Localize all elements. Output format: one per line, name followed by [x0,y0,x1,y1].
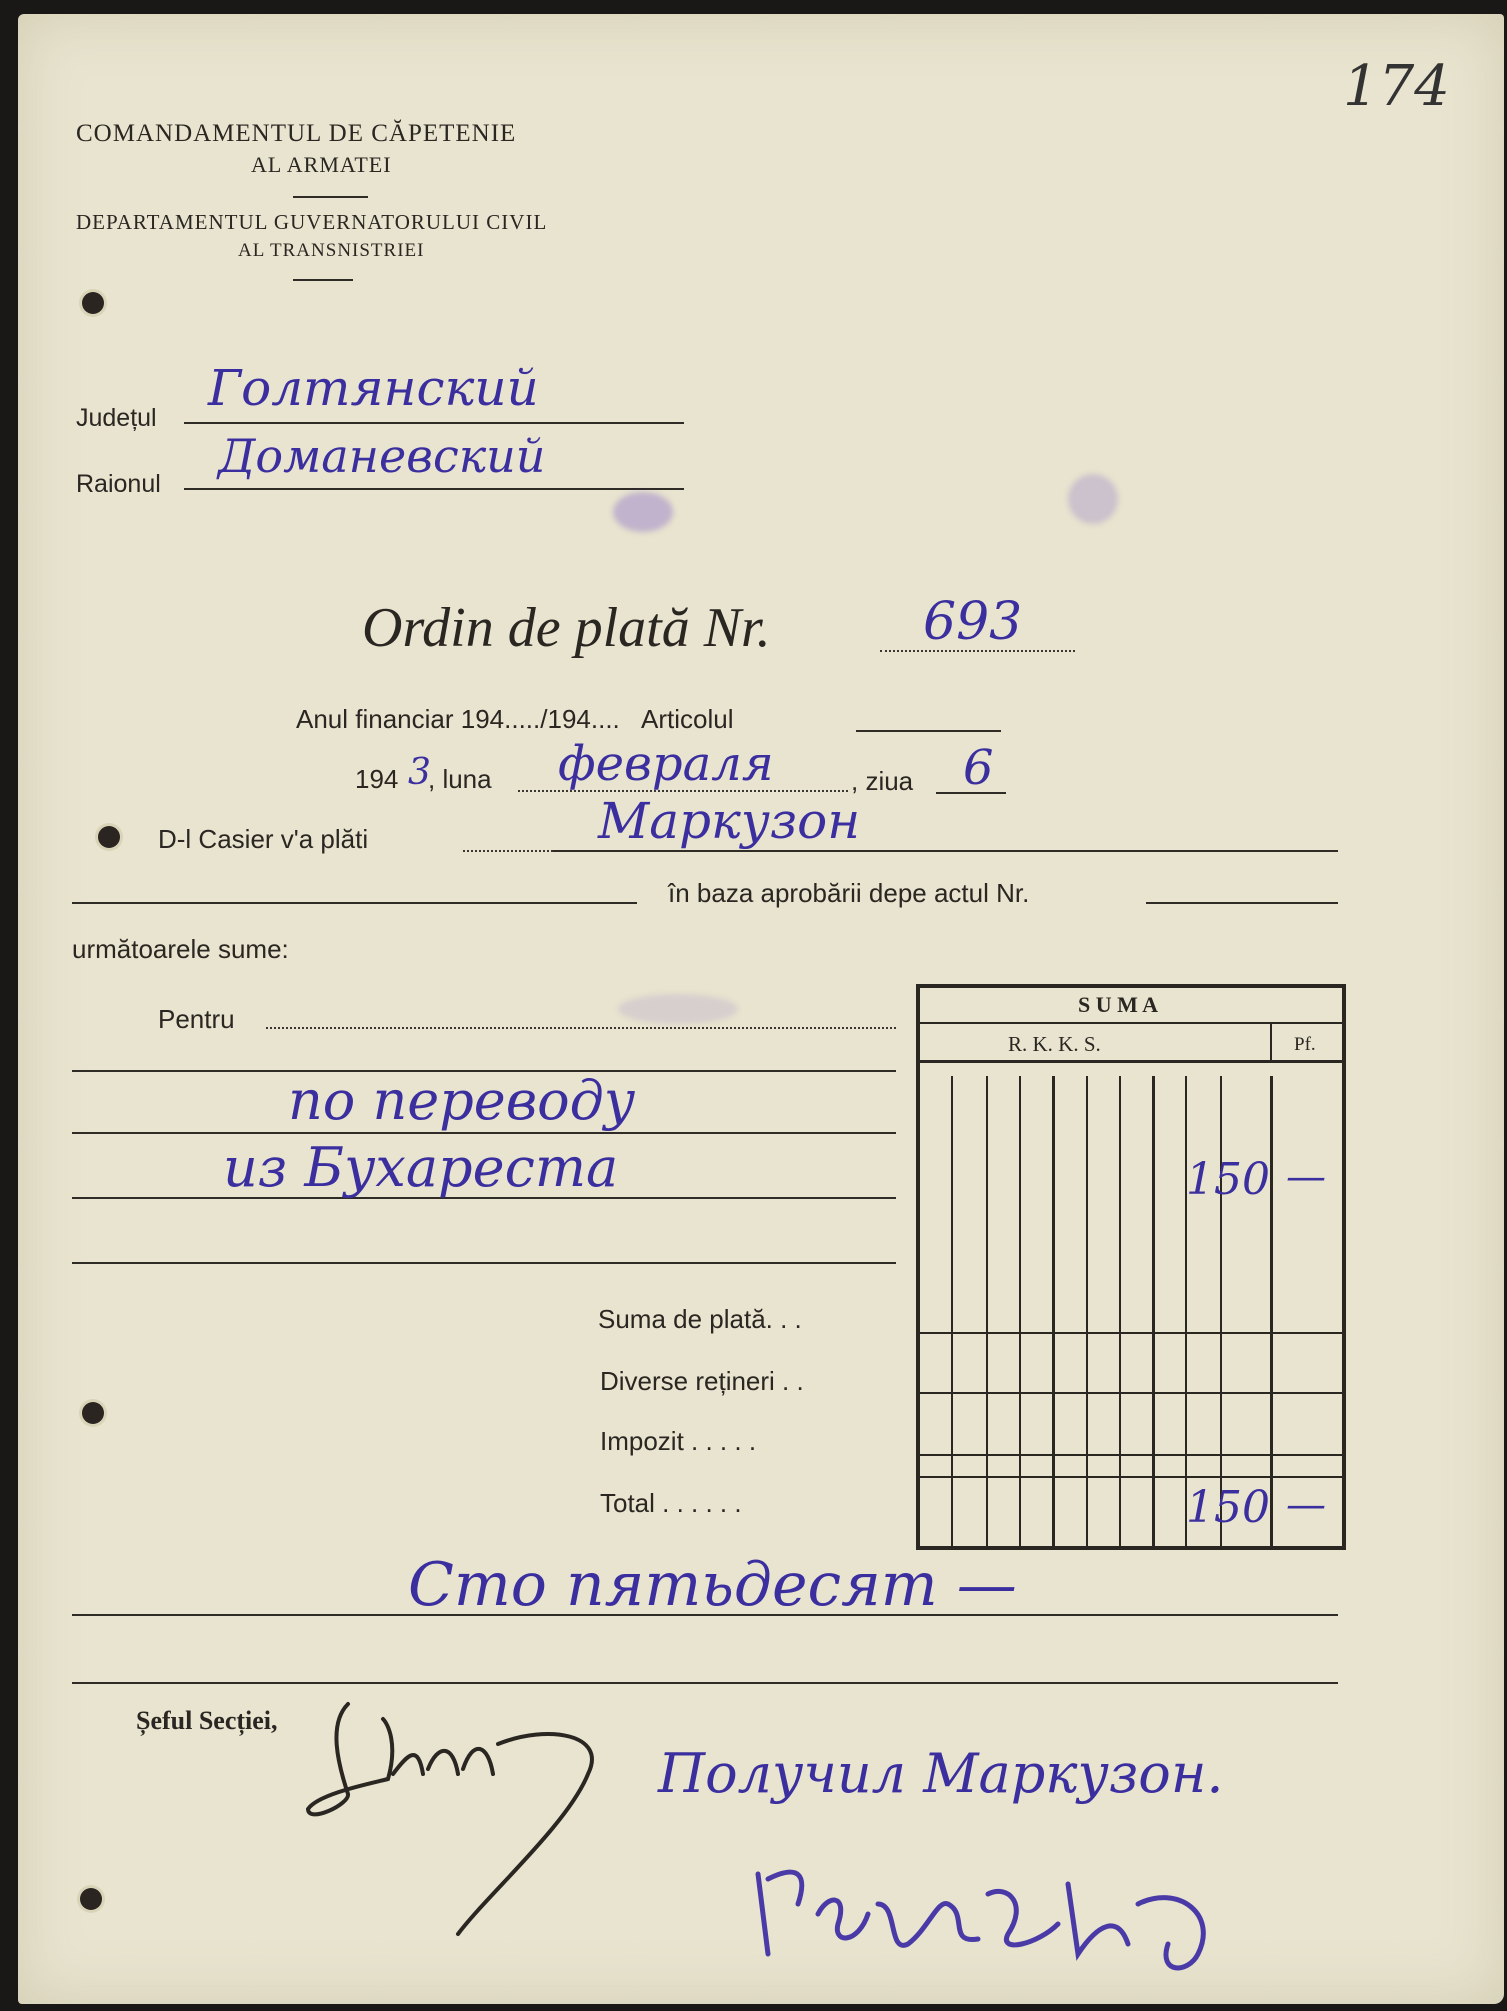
header-line1: COMANDAMENTUL DE CĂPETENIE [76,120,517,147]
document-page [18,14,1504,2004]
anul-dots-1: ..... [504,704,541,734]
raion-value: Доманевский [218,429,546,483]
punch-hole-2 [98,826,120,848]
amount-words-line [72,1614,1338,1616]
judet-label: Județul [76,404,157,432]
year-digit: 3 [408,752,431,793]
anul-sep: /194 [540,704,591,734]
ziua-label: , ziua [851,766,914,796]
punch-hole-1 [82,292,104,314]
amount-value: 150 [1186,1154,1270,1205]
pentru-label: Pentru [158,1004,235,1034]
aprobare-label: în baza aprobării depe actul Nr. [668,878,1030,908]
suma-sub-right: Pf. [1294,1034,1316,1055]
archive-number: 174 [1343,54,1450,119]
anul-label [296,704,734,735]
aprobare-line-left [72,902,637,904]
year-prefix: 194 [355,764,399,794]
stamp-smudge-3 [618,994,738,1024]
stamp-smudge-2 [1068,474,1118,524]
articol-line [856,730,1001,732]
row-total: Total . . . . . . [600,1488,742,1518]
luna-label: , luna [428,764,492,794]
pentru-line [266,1027,896,1029]
purpose-line2: из Бухареста [223,1136,619,1199]
amount-words: Сто пятьдесят — [408,1550,1017,1620]
suma-header: S U M A [1078,992,1159,1017]
seful-label: Șeful Secției, [136,1706,278,1735]
raion-label: Raionul [76,470,161,498]
seful-signature [288,1684,628,1944]
anul-text: Anul financiar 194 [296,704,505,734]
judet-line [184,422,684,424]
ziua-value: 6 [963,740,994,796]
purpose-line1: по переводу [288,1069,636,1132]
raion-line [184,488,684,490]
row-diverse: Diverse rețineri . . [600,1366,804,1396]
received-line1: Получил Маркузон. [658,1742,1224,1805]
received-signature [738,1844,1258,1984]
luna-value: февраля [558,736,774,792]
punch-hole-3 [82,1402,104,1424]
stamp-smudge-1 [613,492,673,532]
header-line4: AL TRANSNISTRIEI [238,240,425,261]
suma-sub-divider [1270,1022,1272,1060]
casier-value: Маркузон [598,792,861,850]
separator-line [72,1682,1338,1684]
order-number: 693 [923,592,1023,652]
suma-sub-rule [916,1060,1346,1063]
row-rule-4 [916,1476,1346,1478]
suma-table [916,984,1346,1550]
suma-sub-left: R. K. K. S. [1008,1032,1101,1056]
row-rule-2 [916,1392,1346,1394]
casier-label: D-l Casier v'a plăti [158,824,369,854]
header-line2: AL ARMATEI [251,152,392,177]
casier-line [553,850,1338,852]
row-impozit: Impozit . . . . . [600,1426,757,1456]
row-rule-1 [916,1332,1346,1334]
casier-dotline [463,850,553,852]
purpose-line-2 [72,1132,896,1134]
judet-value: Голтянский [208,359,539,417]
row-rule-3 [916,1454,1346,1456]
articol-label: Articolul [641,704,734,734]
purpose-line-4 [72,1262,896,1264]
suma-header-rule [916,1022,1346,1024]
header-divider-2 [293,279,353,281]
amount-pf: — [1286,1154,1326,1200]
header-line3: DEPARTAMENTUL GUVERNATORULUI CIVIL [76,210,548,234]
urmatoarele-label: următoarele sume: [72,934,289,964]
anul-dots-2: .... [590,704,620,734]
total-pf: — [1286,1482,1326,1528]
row-suma: Suma de plată. . . [598,1304,802,1334]
total-value: 150 [1186,1482,1270,1533]
header-divider-1 [293,196,368,198]
punch-hole-4 [80,1888,102,1910]
aprobare-line-right [1146,902,1338,904]
order-title: Ordin de plată Nr. [362,597,771,659]
